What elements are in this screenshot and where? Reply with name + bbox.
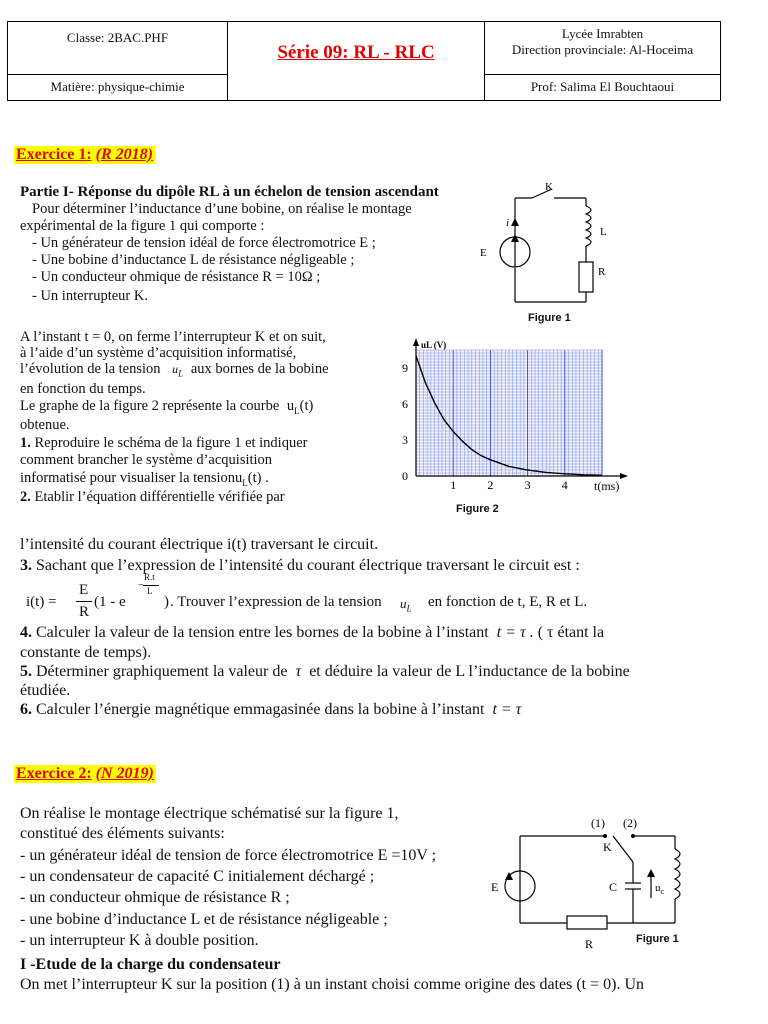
- chart-x-tick-label: 2: [487, 478, 494, 492]
- exercise1-label: Exercice 1:: [16, 146, 92, 163]
- intro-line-2: expérimental de la figure 1 qui comporte :: [20, 218, 265, 234]
- para-ul-t-arg: (t): [299, 398, 314, 414]
- chart-x-arrow: [620, 473, 628, 479]
- teacher-name: Prof: Salima El Bouchtaoui: [530, 79, 675, 94]
- rlc-label-r: R: [585, 937, 594, 951]
- figure1-label-l: L: [600, 226, 607, 238]
- exercise1-title: [14, 146, 155, 164]
- series-title: Série 09: RL - RLC: [277, 42, 435, 63]
- figure1-current-arrow: [511, 218, 519, 226]
- para-ul-t: [287, 398, 313, 414]
- ex2-line-4: - un condensateur de capacité C initialement déchargé ;: [20, 868, 375, 885]
- para-line-1: A l’instant t = 0, on ferme l’interrupteur K et on suit,: [20, 329, 326, 345]
- chart-y-tick-label: 3: [402, 433, 408, 447]
- intro-line-4: - Une bobine d’inductance L de résistance négligeable ;: [32, 252, 355, 268]
- q4-line-2: constante de temps).: [20, 644, 152, 661]
- q2-line-1-text: Etablir l’équation différentielle vérifiée par: [34, 489, 285, 505]
- para-ul-t-sub: L: [294, 405, 300, 416]
- ex2-line-3: - un générateur idéal de tension de force électromotrice E =10V ;: [20, 847, 437, 864]
- figure1-rl-circuit: [470, 178, 620, 326]
- q6-number: 6.: [20, 701, 32, 718]
- q4-tau-note: ( τ étant la: [537, 624, 605, 641]
- q3-ul-u: u: [400, 596, 407, 611]
- figure1-label-r: R: [598, 266, 606, 278]
- ex2-line-2: constitué des éléments suivants:: [20, 825, 225, 842]
- formula-paren: (1 - e: [94, 594, 126, 610]
- q6-line-1-text: Calculer l’énergie magnétique emmagasinée dans la bobine à l’instant: [36, 701, 485, 718]
- q2-number: 2.: [20, 489, 31, 505]
- direction-name: Direction provinciale: Al-Hoceima: [511, 42, 694, 57]
- formula-paren-close: ): [164, 594, 169, 610]
- intro-line-6: - Un interrupteur K.: [32, 288, 148, 304]
- q5-line-1-text: Déterminer graphiquement la valeur de: [36, 663, 288, 680]
- formula-frac-bar: [76, 601, 92, 602]
- q2-line-2: l’intensité du courant électrique i(t) traversant le circuit.: [20, 536, 379, 553]
- formula-i-of-t: i(t) =: [26, 594, 57, 610]
- para-ul-sub: L: [178, 368, 184, 379]
- header-subject-cell: [7, 74, 228, 101]
- rlc-label-k: K: [603, 840, 612, 854]
- figure1-label-k: K: [545, 181, 553, 193]
- q4-t-tau: t = τ .: [496, 624, 534, 641]
- chart-y-tick-label: 0: [402, 469, 408, 483]
- q5-line-2: étudiée.: [20, 682, 71, 699]
- q5-line-1b-text: et déduire la valeur de L l’inductance de la bobine: [309, 663, 630, 680]
- header-school-cell: [484, 21, 721, 75]
- intro-line-5: - Un conducteur ohmique de résistance R = 10Ω ;: [32, 269, 321, 285]
- q1-number: 1.: [20, 435, 31, 451]
- exercise2-title: [14, 765, 156, 783]
- rlc-label-uc-u: u: [655, 882, 661, 894]
- school-name: Lycée Imrabten: [561, 26, 644, 41]
- figure2-caption: Figure 2: [456, 503, 499, 515]
- rlc-label-pos2: (2): [623, 816, 637, 830]
- header-class-cell: [7, 21, 228, 75]
- switch-contact-2: [631, 834, 635, 838]
- subject-label: Matière: physique-chimie: [50, 79, 185, 94]
- chart-x-axis-label: t(ms): [594, 479, 620, 493]
- q3-number: 3.: [20, 557, 32, 574]
- para-line-3: [20, 361, 329, 382]
- rlc-label-e: E: [491, 880, 499, 894]
- q5-number: 5.: [20, 663, 32, 680]
- rlc-label-pos1: (1): [591, 816, 605, 830]
- ex2-line-7: - un interrupteur K à double position.: [20, 932, 259, 949]
- figure1-label-e: E: [480, 247, 487, 259]
- chart-y-tick-label: 9: [402, 361, 408, 375]
- chart-y-axis-label: uL (V): [421, 340, 447, 350]
- switch-contact-1: [603, 834, 607, 838]
- formula-frac-num: E: [79, 582, 89, 598]
- chart-y-arrow: [413, 338, 419, 346]
- ex2-figure1-caption: Figure 1: [636, 933, 679, 945]
- ex2-line-5: - un conducteur ohmique de résistance R ;: [20, 889, 290, 906]
- rlc-label-uc-sub: c: [660, 887, 665, 896]
- para-line-4: en fonction du temps.: [20, 381, 146, 397]
- part1-title: Partie I- Réponse du dipôle RL à un échelon de tension ascendant: [20, 184, 439, 200]
- formula-exp-minus: −: [138, 580, 144, 591]
- q5-line-1: [20, 662, 630, 681]
- para-line-3-text: l’évolution de la tension: [20, 361, 161, 377]
- q4-number: 4.: [20, 624, 32, 641]
- q3-formula: [26, 572, 726, 628]
- q1-ul-u: u: [235, 470, 243, 486]
- para-line-6: obtenue.: [20, 417, 70, 433]
- formula-frac-den: R: [79, 604, 90, 620]
- para-line-3b-text: aux bornes de la bobine: [190, 361, 329, 377]
- q1-ul-symbol: [235, 470, 269, 486]
- para-ul-symbol: [172, 362, 184, 379]
- exercise2-label: Exercice 2:: [16, 765, 92, 782]
- chart-grid: [416, 350, 602, 476]
- q1-line-3-text: informatisé pour visualiser la tension: [20, 470, 236, 486]
- rlc-label-c: C: [609, 880, 618, 894]
- q1-line-1-text: Reproduire le schéma de la figure 1 et indiquer: [34, 435, 308, 451]
- header-table: [7, 21, 721, 101]
- q1-ul-sub: L: [242, 477, 248, 488]
- para-ul-t-u: u: [286, 398, 295, 414]
- q3-formula-tail: . Trouver l’expression de la tension: [170, 594, 382, 610]
- q6-t-tau: t = τ: [492, 701, 522, 718]
- figure2-chart: [368, 336, 668, 501]
- q3-line-1-text: Sachant que l’expression de l’intensité du courant électrique traversant le circuit est :: [36, 557, 580, 574]
- q3-ul-sub: L: [406, 603, 412, 614]
- para-ul-u: u: [172, 362, 179, 376]
- q3-formula-end: en fonction de t, E, R et L.: [428, 594, 588, 610]
- intro-line-3: - Un générateur de tension idéal de force électromotrice E ;: [32, 235, 376, 251]
- q2-line-1: [20, 489, 285, 506]
- chart-y-tick-label: 6: [402, 397, 408, 411]
- ex2-line-1: On réalise le montage électrique schématisé sur la figure 1,: [20, 805, 399, 822]
- q5-tau: τ: [295, 663, 302, 680]
- para-line-2: à l’aide d’un système d’acquisition informatisé,: [20, 345, 297, 361]
- q1-ul-arg: (t) .: [247, 470, 269, 486]
- rlc-uc-arrow: [647, 869, 655, 877]
- intro-line-1: Pour déterminer l’inductance d’une bobine, on réalise le montage: [32, 201, 412, 217]
- q3-ul-symbol: [400, 596, 412, 614]
- q1-line-1: [20, 435, 307, 452]
- chart-x-tick-label: 3: [524, 478, 531, 492]
- figure1-emf-arrow: [511, 234, 519, 242]
- chart-x-tick-label: 4: [561, 478, 568, 492]
- figure1-caption: Figure 1: [528, 312, 571, 324]
- exercise2-year: (N 2019): [95, 765, 154, 782]
- header-title-cell: [227, 21, 485, 101]
- ex2-last-line: On met l’interrupteur K sur la position (1) à un instant choisi comme origine des dates (t = 0). Un: [20, 976, 644, 993]
- q1-line-2: comment brancher le système d’acquisition: [20, 452, 273, 468]
- ex2-section-title: I -Etude de la charge du condensateur: [20, 956, 281, 973]
- class-label: Classe: 2BAC.PHF: [66, 30, 169, 45]
- q4-line-1: [20, 623, 604, 642]
- q4-line-1-text: Calculer la valeur de la tension entre les bornes de la bobine à l’instant: [36, 624, 489, 641]
- formula-exp-num: R.t: [144, 572, 155, 582]
- chart-x-tick-label: 1: [450, 478, 457, 492]
- q3-line-1: [20, 556, 580, 575]
- para-line-5-text: Le graphe de la figure 2 représente la courbe: [20, 398, 280, 414]
- formula-exp-den: L: [147, 586, 153, 596]
- rlc-label-uc: [655, 882, 665, 896]
- ex2-line-6: - une bobine d’inductance L et de résistance négligeable ;: [20, 911, 388, 928]
- header-teacher-cell: [484, 74, 721, 101]
- exercise1-year: (R 2018): [95, 146, 153, 163]
- figure1-label-i: i: [506, 217, 510, 229]
- q6-line-1: [20, 700, 521, 719]
